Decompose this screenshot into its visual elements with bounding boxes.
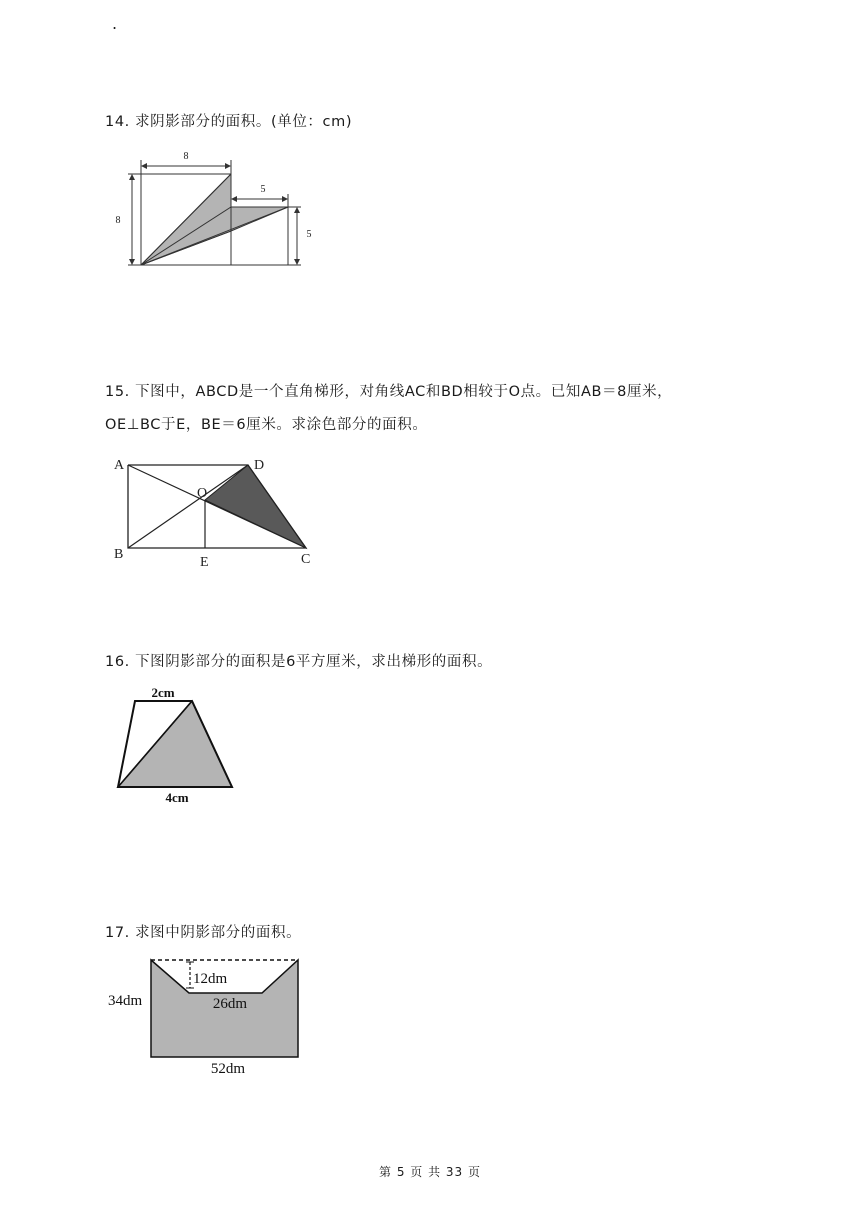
page-footer: 第 5 页 共 33 页 [379, 1165, 481, 1179]
figure-17 [108, 960, 298, 1077]
question-17-text: 17. 求图中阴影部分的面积。 [105, 925, 302, 941]
label-a: A [114, 458, 125, 473]
question-15-text-line2: OE⊥BC于E，BE＝6厘米。求涂色部分的面积。 [105, 417, 428, 433]
header-mark: . [112, 14, 118, 33]
shaded-triangle [118, 701, 232, 787]
shaded-triangle-ocd [205, 465, 306, 548]
label-mid: 5 [260, 184, 266, 195]
question-15-text-line1: 15. 下图中，ABCD是一个直角梯形，对角线AC和BD相较于O点。已知AB＝8厘米， [105, 384, 673, 400]
figure-15 [114, 458, 310, 570]
label-c: C [301, 552, 311, 567]
question-16-text: 16. 下图阴影部分的面积是6平方厘米，求出梯形的面积。 [105, 654, 493, 670]
label-26dm: 26dm [212, 996, 248, 1012]
label-left: 8 [115, 215, 121, 226]
label-e: E [200, 555, 209, 570]
label-o: O [197, 486, 208, 501]
question-14-text: 14. 求阴影部分的面积。(单位：cm) [105, 114, 353, 130]
label-top: 8 [183, 151, 189, 162]
label-12dm: 12dm [193, 971, 228, 987]
label-d: D [254, 458, 265, 473]
label-bottom-4cm: 4cm [165, 790, 189, 805]
figure-16 [118, 685, 232, 805]
label-34dm: 34dm [108, 993, 143, 1009]
label-b: B [114, 547, 124, 562]
label-top-2cm: 2cm [151, 685, 175, 700]
label-right: 5 [306, 229, 312, 240]
label-52dm: 52dm [210, 1061, 246, 1077]
